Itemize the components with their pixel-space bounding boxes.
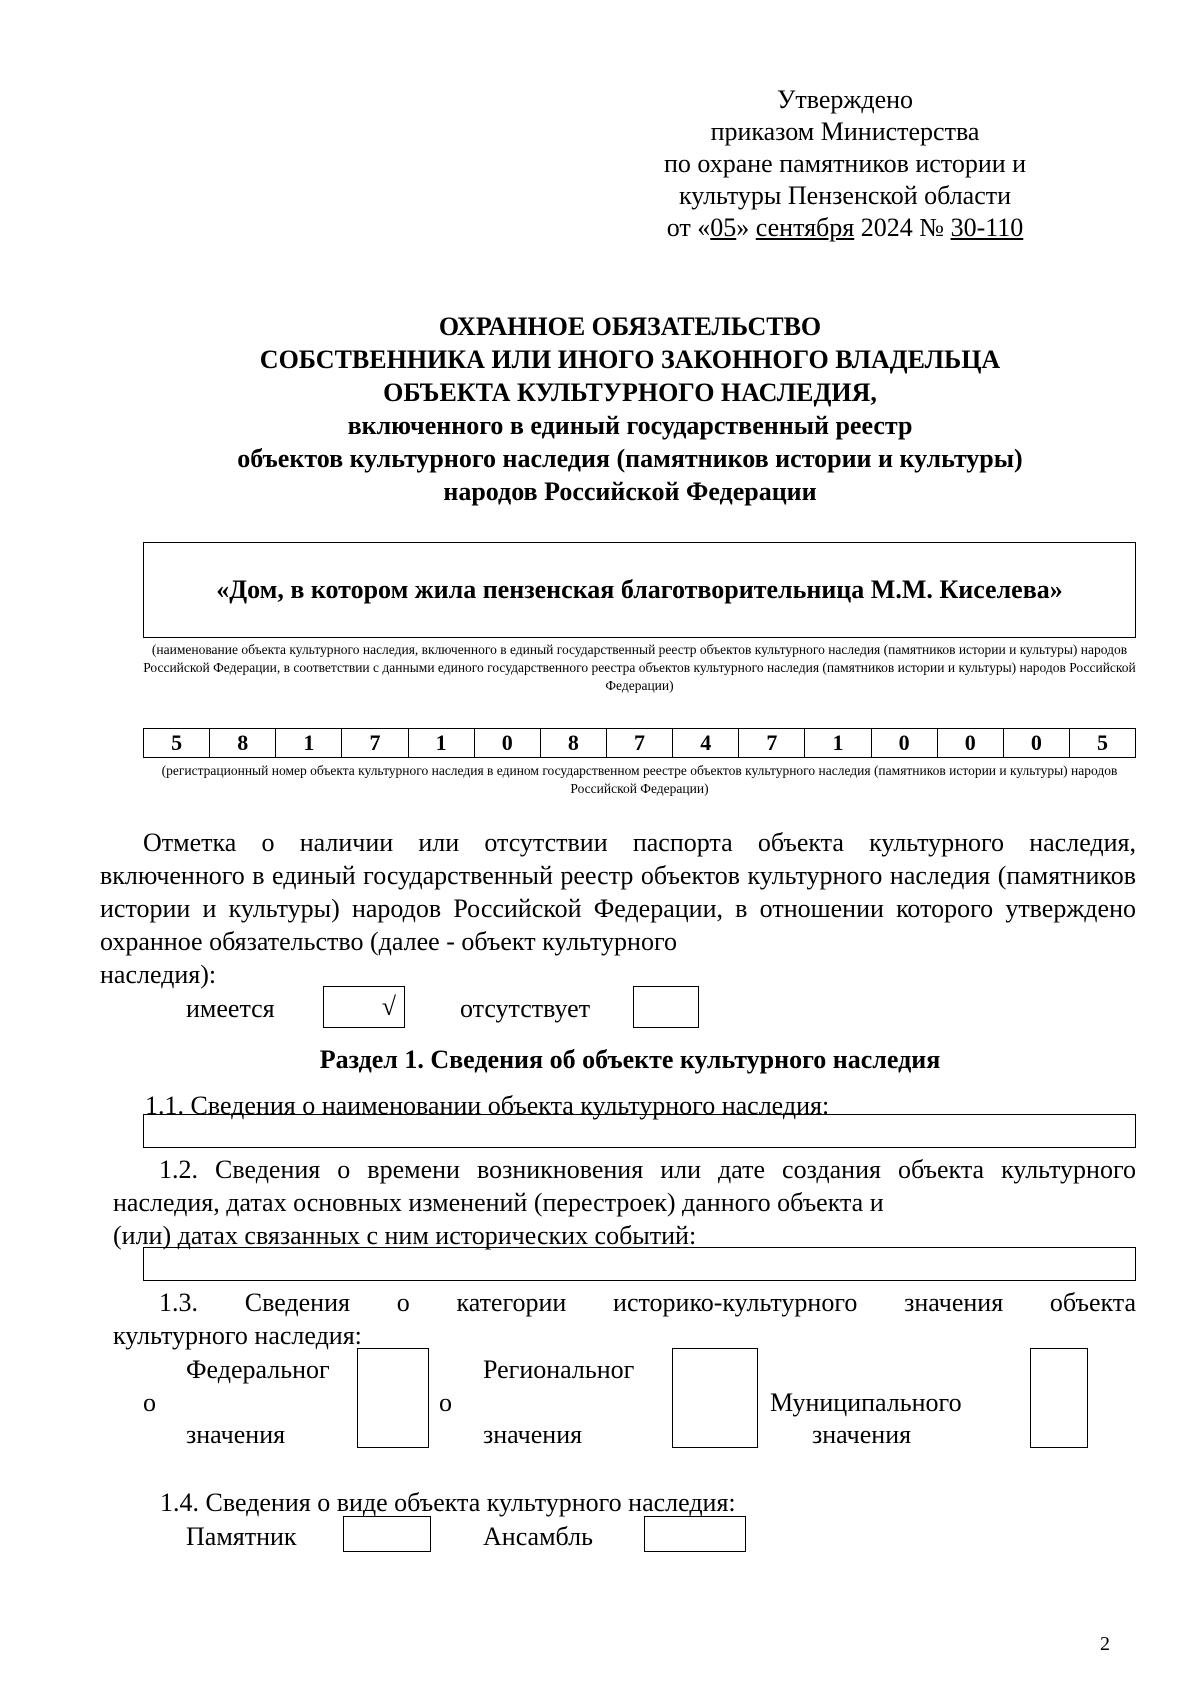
registration-digit: 5 <box>1097 730 1109 755</box>
object-name: «Дом, в котором жила пензенская благотворительница М.М. Киселева» <box>216 575 1063 604</box>
category-federal-o: о <box>143 1388 156 1417</box>
page-number: 2 <box>1100 1633 1110 1655</box>
year-no: 2024 № <box>854 213 951 242</box>
registration-digit: 1 <box>805 729 871 757</box>
approval-line-2: приказом Министерства <box>710 117 980 146</box>
registration-digit: 0 <box>475 729 541 757</box>
section-1-3-label: 1.3. Сведения о категории историко-культурного значения объекта <box>159 1288 1136 1317</box>
kind-monument-checkbox[interactable] <box>343 1516 431 1552</box>
section-1-4-label: 1.4. Сведения о виде объекта культурного наследия: <box>160 1488 736 1517</box>
approval-block <box>620 84 1070 244</box>
registration-digit: 4 <box>673 729 739 757</box>
approval-day: 05 <box>710 213 737 242</box>
approval-line-3: по охране памятников истории и <box>663 149 1027 178</box>
section-1-1-label: 1.1. Сведения о наименовании объекта культурного наследия: <box>145 1091 830 1120</box>
category-municipal-value: значения <box>812 1420 912 1449</box>
passport-has-label: имеется <box>186 994 275 1023</box>
date-prefix: от « <box>666 213 711 242</box>
category-regional-o: о <box>439 1388 452 1417</box>
object-name-note: (наименование объекта культурного наследия, включенного в единый государственный реестр объектов культурного наследия (памятников истории и культуры) народов Российской Федерации, в соответствии с данными единого государственного реестра объектов культурного наследия (памятников истории и культуры) народов Российской Федерации) <box>143 642 1136 693</box>
date-mid: » <box>736 213 756 242</box>
registration-digit: 7 <box>607 729 673 757</box>
kind-monument-label: Памятник <box>186 1522 297 1551</box>
category-regional-value: значения <box>483 1420 583 1449</box>
object-name-field[interactable] <box>143 1114 1136 1148</box>
check-mark-icon: √ <box>381 992 396 1021</box>
category-municipal-label: Муниципального <box>770 1388 962 1417</box>
passport-absent-checkbox[interactable] <box>633 986 699 1028</box>
passport-text: Отметка о наличии или отсутствии паспорта объекта культурного наследия, включенного в единый государственный реестр объектов культурного наследия (памятников истории и культуры) народов Российской Федерации, в отношении которого утверждено охранное обязательство (далее - объект культурного <box>100 828 1136 956</box>
title-line-2: СОБСТВЕННИКА ИЛИ ИНОГО ЗАКОННОГО ВЛАДЕЛЬЦА <box>259 345 1001 374</box>
section-1-2-label: 1.2. Сведения о времени возникновения или дате создания объекта культурного наследия, датах основных изменений (перестроек) данного объекта и <box>113 1155 1136 1217</box>
kind-ensemble-checkbox[interactable] <box>644 1516 746 1552</box>
title-line-4: включенного в единый государственный реестр <box>347 411 913 440</box>
section-1-2-label-end: (или) датах связанных с ним исторических событий: <box>113 1221 697 1250</box>
registration-digit: 1 <box>409 729 475 757</box>
document-title <box>120 310 1140 508</box>
category-federal-checkbox[interactable] <box>357 1348 429 1448</box>
approval-date-line <box>620 212 1070 244</box>
registration-digit: 0 <box>872 729 938 757</box>
category-federal-label: Федеральног <box>186 1355 330 1384</box>
registration-digit: 8 <box>541 729 607 757</box>
registration-digit: 5 <box>144 729 210 757</box>
passport-has-checkbox[interactable] <box>323 986 405 1028</box>
registration-note: (регистрационный номер объекта культурного наследия в едином государственном реестре объектов культурного наследия (памятников истории и культуры) народов Российской Федерации) <box>161 763 1118 796</box>
dates-field[interactable] <box>143 1247 1136 1281</box>
section-1-3-label-end: культурного наследия: <box>113 1321 362 1350</box>
approval-month: сентября <box>755 213 855 242</box>
title-line-5: объектов культурного наследия (памятников истории и культуры) <box>237 444 1023 473</box>
passport-text-end: наследия): <box>100 960 217 989</box>
approval-line-4: культуры Пензенской области <box>678 181 1012 210</box>
passport-absent-label: отсутствует <box>460 994 591 1023</box>
category-regional-label: Региональног <box>483 1355 635 1384</box>
title-line-3: ОБЪЕКТА КУЛЬТУРНОГО НАСЛЕДИЯ, <box>383 378 877 407</box>
registration-digit: 1 <box>276 729 342 757</box>
kind-ensemble-label: Ансамбль <box>483 1522 593 1551</box>
registration-digit: 8 <box>210 729 276 757</box>
section-1-title: Раздел 1. Сведения об объекте культурного наследия <box>319 1045 941 1074</box>
order-number: 30-110 <box>950 213 1024 242</box>
category-municipal-checkbox[interactable] <box>1030 1348 1088 1448</box>
registration-digit: 0 <box>1004 729 1070 757</box>
title-line-6: народов Российской Федерации <box>443 477 817 506</box>
category-regional-checkbox[interactable] <box>672 1348 758 1448</box>
registration-number-row <box>143 728 1136 758</box>
registration-digit: 0 <box>938 729 1004 757</box>
title-line-1: ОХРАННОЕ ОБЯЗАТЕЛЬСТВО <box>438 312 822 341</box>
registration-digit: 7 <box>342 729 408 757</box>
registration-digit: 7 <box>739 729 805 757</box>
object-name-box <box>143 542 1136 638</box>
category-federal-value: значения <box>186 1420 286 1449</box>
approval-line-1: Утверждено <box>776 85 914 114</box>
